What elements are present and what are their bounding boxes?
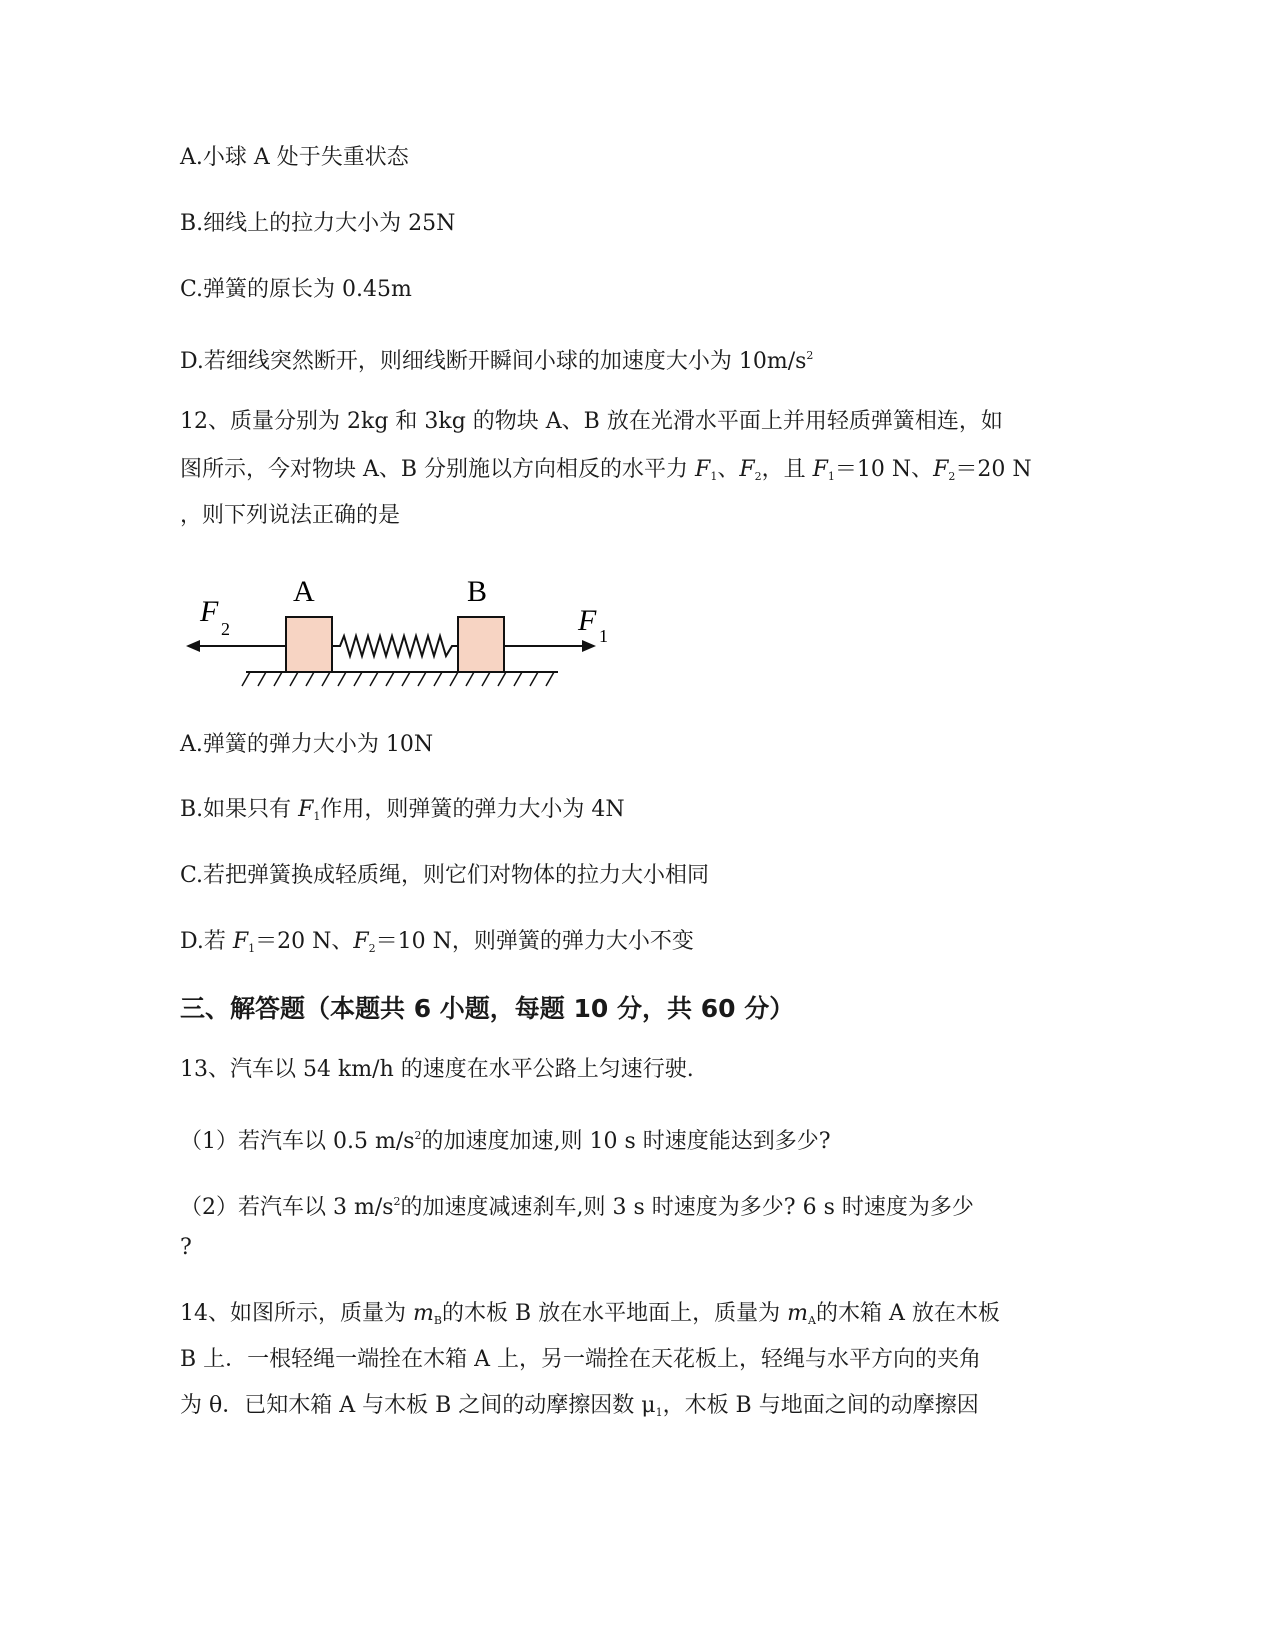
q12-stem-line1: 12、质量分别为 2kg 和 3kg 的物块 A、B 放在光滑水平面上并用轻质弹簧相连，如 bbox=[180, 409, 1003, 434]
q12-stem-line2-b: 、 bbox=[717, 457, 740, 482]
q13-part2-a: （2）若汽车以 3 m/s bbox=[180, 1195, 394, 1220]
q14-line3-b: ，木板 B 与地面之间的动摩擦因 bbox=[662, 1393, 979, 1418]
q14-var-m: m bbox=[787, 1301, 808, 1326]
q12-sub: 2 bbox=[948, 470, 956, 483]
q11-option-c: C.弹簧的原长为 0.45m bbox=[180, 277, 412, 302]
q11-option-d-exponent: 2 bbox=[806, 349, 814, 362]
label-force-f1-sub: 1 bbox=[599, 626, 608, 646]
force-f1-arrowhead bbox=[582, 640, 596, 652]
q12-stem-line2-c: ，且 bbox=[761, 457, 813, 482]
label-block-a: A bbox=[293, 575, 315, 608]
q12-sub: 2 bbox=[368, 942, 376, 955]
label-block-b: B bbox=[467, 575, 488, 608]
q12-var-f: F bbox=[353, 929, 369, 954]
q12-option-d-b: ＝20 N、 bbox=[255, 929, 354, 954]
q12-sub: 1 bbox=[313, 810, 321, 823]
q13-part2 bbox=[180, 1189, 974, 1221]
q13-exponent: 2 bbox=[393, 1195, 401, 1208]
q14-sub: 1 bbox=[655, 1406, 663, 1419]
q14-line2: B 上．一根轻绳一端拴在木箱 A 上，另一端拴在天花板上，轻绳与水平方向的夹角 bbox=[180, 1347, 982, 1372]
q12-sub: 1 bbox=[248, 942, 256, 955]
q11-option-d bbox=[180, 343, 813, 375]
q13-part2-b: 的加速度减速刹车,则 3 s 时速度为多少? 6 s 时速度为多少 bbox=[400, 1195, 974, 1220]
q12-var-f: F bbox=[812, 457, 828, 482]
q13-part1 bbox=[180, 1123, 831, 1155]
q11-option-b: B.细线上的拉力大小为 25N bbox=[180, 211, 456, 236]
q12-option-b bbox=[180, 797, 625, 830]
q14-line1-c: 的木箱 A 放在木板 bbox=[815, 1301, 1000, 1326]
q14-line3-a: 为 θ．已知木箱 A 与木板 B 之间的动摩擦因数 μ bbox=[180, 1393, 656, 1418]
q12-var-f: F bbox=[298, 797, 314, 822]
q12-option-d-a: D.若 bbox=[180, 929, 233, 954]
q14-line1-a: 14、如图所示，质量为 bbox=[180, 1301, 413, 1326]
q12-stem-line2-a: 图所示，今对物块 A、B 分别施以方向相反的水平力 bbox=[180, 457, 696, 482]
q12-var-f: F bbox=[739, 457, 755, 482]
q12-sub: 1 bbox=[710, 470, 718, 483]
q14-sub: A bbox=[808, 1314, 816, 1327]
q11-option-d-text: D.若细线突然断开，则细线断开瞬间小球的加速度大小为 10m/s bbox=[180, 349, 807, 374]
label-force-f2: F bbox=[200, 595, 219, 628]
q11-option-a: A.小球 A 处于失重状态 bbox=[180, 145, 409, 170]
q12-sub: 1 bbox=[827, 470, 835, 483]
q12-var-f: F bbox=[232, 929, 249, 954]
force-f2-arrowhead bbox=[186, 640, 200, 652]
q12-var-f: F bbox=[695, 457, 711, 482]
q12-option-c: C.若把弹簧换成轻质绳，则它们对物体的拉力大小相同 bbox=[180, 863, 710, 888]
q14-line3 bbox=[180, 1393, 979, 1426]
section-heading: 三、解答题（本题共 6 小题，每题 10 分，共 60 分） bbox=[180, 994, 795, 1023]
q13-part1-a: （1）若汽车以 0.5 m/s bbox=[180, 1129, 415, 1154]
q12-option-b-a: B.如果只有 bbox=[180, 797, 299, 822]
block-a bbox=[286, 617, 332, 672]
q12-var-f: F bbox=[933, 457, 949, 482]
q12-sub: 2 bbox=[754, 470, 762, 483]
q13-stem: 13、汽车以 54 km/h 的速度在水平公路上匀速行驶. bbox=[180, 1057, 694, 1082]
label-force-f1: F bbox=[578, 604, 597, 637]
q14-sub: B bbox=[433, 1314, 442, 1327]
q14-line1-b: 的木板 B 放在水平地面上，质量为 bbox=[441, 1301, 788, 1326]
q14-var-m: m bbox=[413, 1301, 434, 1326]
q12-stem-line2 bbox=[180, 457, 1032, 490]
q12-option-d bbox=[180, 929, 694, 962]
label-force-f2-sub: 2 bbox=[221, 619, 230, 639]
ground-hatching bbox=[242, 672, 554, 686]
q13-exponent: 2 bbox=[414, 1129, 422, 1142]
q13-part2-end: ? bbox=[180, 1235, 192, 1260]
spring-blocks-diagram bbox=[180, 568, 620, 693]
q12-stem-line2-e: ＝20 N bbox=[955, 457, 1032, 482]
q12-option-a: A.弹簧的弹力大小为 10N bbox=[180, 732, 434, 757]
block-b bbox=[458, 617, 504, 672]
q12-option-b-b: 作用，则弹簧的弹力大小为 4N bbox=[320, 797, 625, 822]
q12-option-d-c: ＝10 N，则弹簧的弹力大小不变 bbox=[375, 929, 694, 954]
spring bbox=[332, 636, 458, 656]
q12-stem-line2-d: ＝10 N、 bbox=[834, 457, 934, 482]
q14-line1 bbox=[180, 1301, 1000, 1334]
q12-stem-line3: ，则下列说法正确的是 bbox=[180, 503, 401, 528]
q13-part1-b: 的加速度加速,则 10 s 时速度能达到多少? bbox=[421, 1129, 831, 1154]
